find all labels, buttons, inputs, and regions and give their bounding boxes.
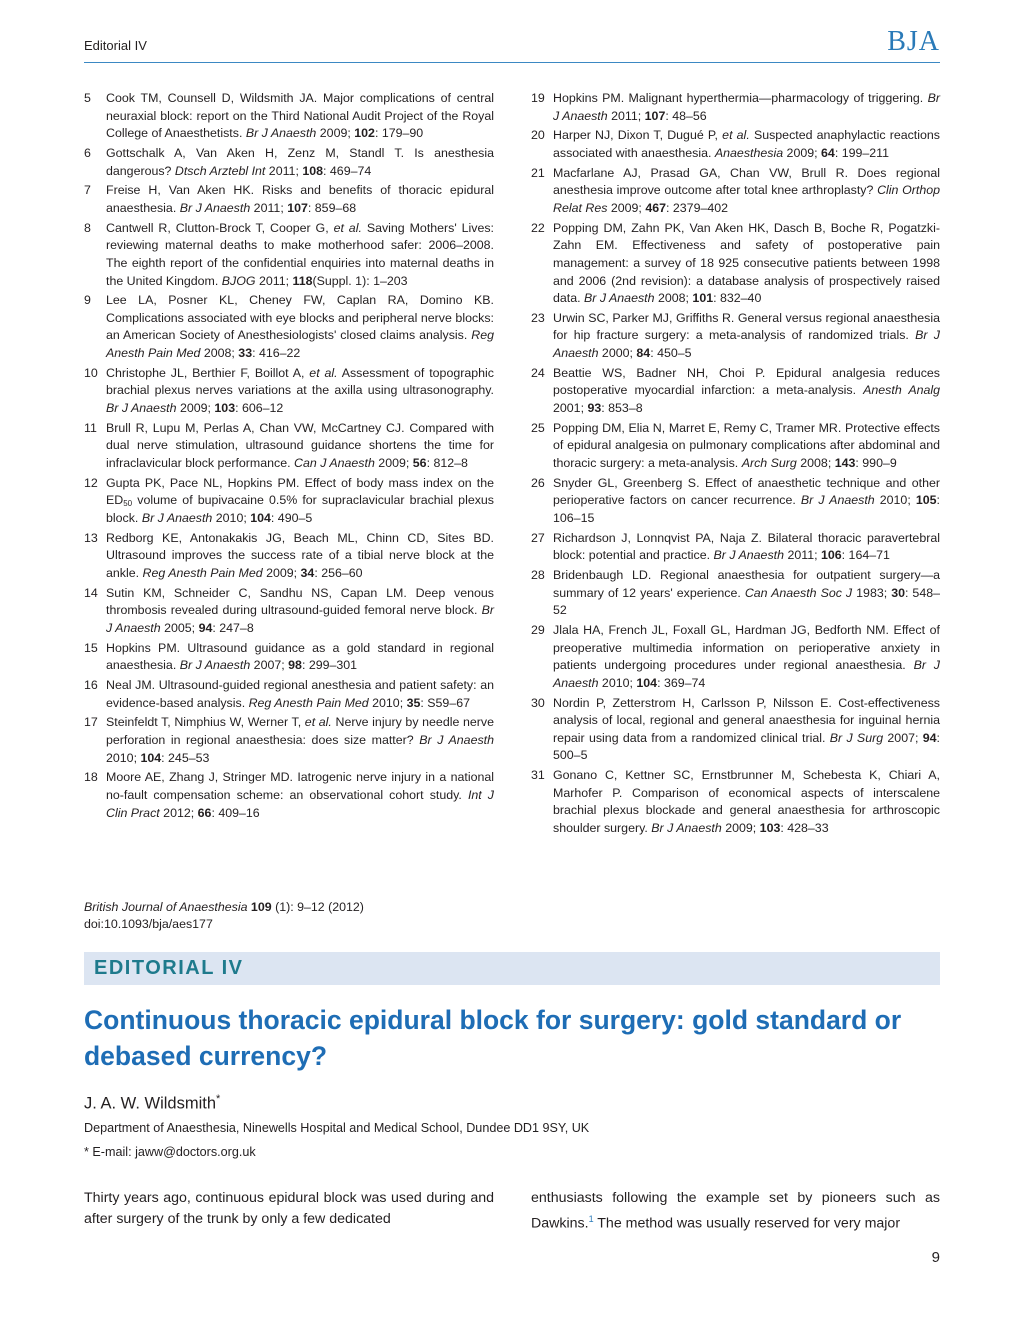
- reference-year: 2010;: [372, 695, 404, 710]
- reference-text: Snyder GL, Greenberg S. Effect of anaesthetic technique and other perioperative factors on cancer recurrence.: [553, 475, 940, 508]
- reference-authors: Cantwell R, Clutton-Brock T, Cooper G,: [106, 220, 329, 235]
- reference-year: 2000;: [601, 346, 633, 361]
- reference-volume: 98: [288, 658, 302, 673]
- reference-volume: 93: [587, 401, 602, 416]
- reference-title: Assessment of topographic brachial plexus nerves variations at the axilla using ultrasonography.: [106, 365, 494, 398]
- reference-text: Beattie WS, Badner NH, Choi P. Epidural analgesia reduces postoperative myocardial infarction: a meta-analysis.: [553, 365, 940, 398]
- reference-item: [531, 220, 940, 308]
- reference-journal: Br J Anaesth: [179, 658, 251, 673]
- reference-year: 2010;: [106, 750, 138, 765]
- reference-pages: : 490–5: [270, 510, 313, 525]
- reference-journal: Br J Anaesth: [179, 200, 251, 215]
- reference-text: Hopkins PM. Malignant hyperthermia—pharmacology of triggering.: [553, 91, 924, 105]
- reference-year: 2009;: [319, 126, 351, 141]
- reference-year: 2008;: [203, 346, 235, 361]
- reference-number: 20: [531, 128, 545, 143]
- citation-line: [84, 899, 364, 916]
- reference-item: [84, 292, 494, 362]
- reference-text: Macfarlane AJ, Prasad GA, Chan VW, Brull R. Does regional anesthesia improve outcome after total knee arthroplasty?: [553, 165, 940, 198]
- reference-pages: : 199–211: [834, 145, 890, 160]
- reference-volume: 35: [406, 695, 421, 710]
- reference-pages: : 179–90: [374, 126, 424, 141]
- reference-journal: Br J Anaesth: [245, 126, 317, 141]
- reference-list-left: [84, 90, 494, 824]
- reference-item: [84, 365, 494, 418]
- reference-number: 14: [84, 585, 98, 600]
- reference-number: 29: [531, 623, 545, 638]
- reference-year: 2009;: [610, 200, 642, 215]
- reference-volume: 118: [292, 273, 313, 288]
- reference-year: 2008;: [800, 456, 832, 470]
- reference-volume: 84: [636, 346, 651, 361]
- reference-text: Gottschalk A, Van Aken H, Zenz M, Standl T. Is anesthesia dangerous?: [106, 145, 494, 178]
- reference-volume: 107: [644, 108, 666, 123]
- reference-pages: : 812–8: [426, 456, 468, 470]
- reference-item: [531, 475, 940, 528]
- reference-item: [84, 145, 494, 180]
- reference-journal: Can J Anaesth: [294, 456, 375, 470]
- reference-item: [84, 182, 494, 217]
- reference-text: Urwin SC, Parker MJ, Griffiths R. General versus regional anaesthesia for hip fracture surgery: a meta-analysis of randomized trials.: [553, 310, 940, 343]
- reference-year: 2011;: [258, 273, 290, 288]
- reference-volume: 143: [834, 456, 856, 470]
- reference-number: 8: [84, 220, 91, 235]
- reference-text: Lee LA, Posner KL, Cheney FW, Caplan RA, Domino KB. Complications associated with eye blocks and peripheral nerve blocks: an American Society of Anesthesiologists' closed claims analysis.: [106, 293, 494, 343]
- citation-doi: doi:10.1093/bja/aes177: [84, 917, 213, 931]
- reference-year: 2011;: [253, 200, 284, 215]
- reference-volume: 102: [354, 126, 375, 141]
- reference-number: 16: [84, 678, 98, 693]
- reference-volume: 105: [915, 493, 937, 508]
- reference-year: 2011;: [787, 548, 818, 563]
- reference-item: [531, 165, 940, 218]
- reference-journal: Dtsch Arztebl Int: [174, 163, 266, 178]
- reference-year: 2009;: [378, 456, 410, 470]
- reference-journal: Arch Surg: [741, 456, 797, 470]
- reference-number: 18: [84, 770, 98, 785]
- reference-number: 26: [531, 475, 545, 490]
- reference-year: 2009;: [266, 565, 298, 580]
- reference-pages: : 369–74: [657, 675, 706, 690]
- reference-journal: BJOG: [221, 273, 256, 288]
- reference-pages: : S59–67: [420, 695, 470, 710]
- page-number: 9: [931, 1249, 940, 1266]
- body-text-left: Thirty years ago, continuous epidural block was used during and after surgery of the trunk by only a few dedicated: [84, 1190, 494, 1227]
- reference-title: Suspected anaphylactic reactions associated with anaesthesia.: [553, 128, 940, 160]
- reference-volume: 106: [820, 548, 842, 563]
- reference-journal: Br J Anaesth: [141, 510, 213, 525]
- reference-text: Moore AE, Zhang J, Stringer MD. Iatrogenic nerve injury in a national no-fault compensation scheme: an observational cohort study.: [106, 770, 494, 802]
- reference-journal: Can Anaesth Soc J: [744, 585, 853, 600]
- reference-volume: 56: [412, 456, 427, 470]
- reference-year: 2005;: [164, 620, 196, 635]
- running-header: Editorial IV: [84, 38, 147, 53]
- reference-text: Popping DM, Elia N, Marret E, Remy C, Tramer MR. Protective effects of epidural analgesia on pulmonary complications after abdominal and thoracic surgery: a meta-analysis.: [553, 420, 940, 470]
- reference-year: 2008;: [657, 291, 689, 306]
- reference-year: 2011;: [611, 108, 642, 123]
- reference-item: [531, 567, 940, 620]
- header-divider: [84, 62, 940, 63]
- reference-volume: 104: [140, 750, 162, 765]
- reference-text: Sutin KM, Schneider C, Sandhu NS, Capan LM. Deep venous thrombosis revealed during ultrasound-guided femoral nerve block.: [106, 585, 494, 618]
- reference-et-al: et al.: [333, 220, 362, 235]
- reference-number: 17: [84, 715, 98, 730]
- reference-item: [84, 585, 494, 638]
- reference-year: 2012;: [163, 805, 195, 820]
- reference-journal: Br J Anaesth: [553, 91, 940, 123]
- reference-item: [531, 420, 940, 473]
- reference-pages: : 428–33: [780, 821, 829, 835]
- reference-text: Bridenbaugh LD. Regional anaesthesia for outpatient surgery—a summary of 12 years' experience.: [553, 568, 940, 600]
- reference-item: [531, 90, 940, 125]
- reference-number: 31: [531, 768, 545, 783]
- reference-number: 27: [531, 530, 545, 545]
- reference-journal: Anesth Analg: [863, 383, 941, 398]
- reference-journal: Br J Anaesth: [651, 821, 722, 835]
- reference-year: 2010;: [215, 510, 247, 525]
- reference-et-al: et al.: [722, 128, 750, 143]
- reference-item: [84, 640, 494, 675]
- reference-number: 19: [531, 91, 545, 105]
- reference-journal: Br J Anaesth: [584, 291, 655, 306]
- reference-number: 25: [531, 420, 545, 435]
- reference-volume: 64: [821, 145, 835, 160]
- reference-pages: : 832–40: [713, 291, 762, 306]
- reference-pages: : 469–74: [323, 163, 372, 178]
- reference-number: 13: [84, 530, 98, 545]
- reference-pages: : 247–8: [212, 620, 254, 635]
- reference-year: 2010;: [879, 493, 911, 508]
- reference-subscript: 50: [123, 499, 133, 509]
- reference-item: [84, 220, 494, 290]
- reference-pages: (Suppl. 1): 1–203: [312, 273, 408, 288]
- reference-volume: 94: [922, 730, 937, 745]
- reference-et-al: et al.: [304, 715, 332, 730]
- reference-text: Popping DM, Zahn PK, Van Aken HK, Dasch B, Boche R, Pogatzki-Zahn EM. Effectiveness and safety of postoperative pain management: a survey of 18 925 consecutive patients between 1998 and 2006 (2nd revision): a database analysis of prospectively raised data.: [553, 220, 940, 306]
- reference-volume: 33: [238, 346, 253, 361]
- reference-pages: : 990–9: [855, 456, 897, 470]
- reference-volume: 34: [300, 565, 315, 580]
- reference-volume: 467: [645, 200, 667, 215]
- reference-journal: Reg Anesth Pain Med: [106, 328, 494, 361]
- reference-number: 28: [531, 568, 545, 583]
- reference-volume: 104: [636, 675, 658, 690]
- reference-journal: Br J Anaesth: [553, 658, 940, 690]
- reference-journal: Br J Anaesth: [553, 328, 940, 361]
- reference-item: [84, 677, 494, 712]
- reference-text: Neal JM. Ultrasound-guided regional anesthesia and patient safety: an evidence-based analysis.: [106, 678, 494, 710]
- reference-year: 2007;: [887, 730, 919, 745]
- reference-pages: : 500–5: [553, 730, 940, 763]
- reference-text: Freise H, Van Aken HK. Risks and benefits of thoracic epidural anaesthesia.: [106, 183, 494, 215]
- reference-pages: : 853–8: [601, 401, 643, 416]
- reference-item: [531, 530, 940, 565]
- reference-volume: 94: [198, 620, 213, 635]
- reference-pages: : 256–60: [314, 565, 363, 580]
- reference-volume: 103: [214, 401, 236, 416]
- reference-number: 22: [531, 220, 545, 235]
- reference-journal: Int J Clin Pract: [106, 788, 494, 820]
- reference-item: [531, 695, 940, 765]
- reference-authors: Christophe JL, Berthier F, Boillot A,: [106, 365, 305, 380]
- reference-journal: Br J Surg: [829, 730, 884, 745]
- citation-issue: (1): 9–12 (2012): [275, 900, 364, 914]
- body-text-right-b: The method was usually reserved for very major: [593, 1215, 901, 1232]
- reference-pages: : 2379–402: [666, 200, 729, 215]
- reference-year: 1983;: [856, 585, 888, 600]
- reference-text: Nordin P, Zetterstrom H, Carlsson P, Nilsson E. Cost-effectiveness analysis of local, regional and general anaesthesia for inguinal hernia repair using data from a randomized clinical trial.: [553, 695, 940, 745]
- reference-item: [531, 622, 940, 692]
- reference-number: 6: [84, 145, 91, 160]
- reference-year: 2011;: [268, 163, 299, 178]
- author-mark: *: [216, 1093, 221, 1105]
- reference-pages: : 548–52: [553, 585, 940, 618]
- reference-number: 11: [84, 420, 97, 435]
- reference-title: Nerve injury by needle nerve perforation in regional anaesthesia: does size matter?: [106, 715, 494, 748]
- reference-volume: 103: [759, 821, 781, 835]
- reference-journal: Br J Anaesth: [106, 603, 494, 635]
- reference-pages: : 606–12: [235, 401, 284, 416]
- reference-item: [84, 530, 494, 583]
- reference-authors: Harper NJ, Dixon T, Dugué P,: [553, 128, 718, 143]
- article-title: Continuous thoracic epidural block for surgery: gold standard or debased currency?: [84, 1005, 902, 1071]
- author-line: [84, 1093, 220, 1114]
- reference-journal: Br J Anaesth: [713, 548, 784, 563]
- reference-journal: Br J Anaesth: [800, 493, 875, 508]
- reference-journal: Clin Orthop Relat Res: [553, 183, 941, 215]
- reference-volume: 66: [197, 805, 212, 820]
- reference-number: 15: [84, 640, 98, 655]
- correspondence-email: * E-mail: jaww@doctors.org.uk: [84, 1145, 256, 1159]
- body-text-right-a: enthusiasts following the example set by pioneers such as Dawkins.: [531, 1190, 940, 1232]
- reference-pages: : 409–16: [211, 805, 260, 820]
- reference-pages: : 299–301: [301, 658, 358, 673]
- reference-volume: 104: [250, 510, 271, 525]
- reference-item: [84, 475, 494, 528]
- reference-title: Saving Mothers' Lives: reviewing maternal deaths to make motherhood safer: 2006–2008. The eighth report of the confidential enquiries into maternal deaths in the United Kingdom.: [106, 220, 495, 288]
- reference-text: Hopkins PM. Ultrasound guidance as a gold standard in regional anaesthesia.: [106, 640, 494, 673]
- reference-journal: Br J Anaesth: [106, 401, 177, 416]
- affiliation: Department of Anaesthesia, Ninewells Hospital and Medical School, Dundee DD1 9SY, UK: [84, 1121, 590, 1135]
- reference-year: 2010;: [601, 675, 633, 690]
- reference-number: 10: [84, 365, 98, 380]
- reference-journal: Reg Anesth Pain Med: [142, 565, 263, 580]
- reference-volume: 101: [692, 291, 714, 306]
- reference-pages: : 859–68: [307, 200, 357, 215]
- author-name: J. A. W. Wildsmith: [84, 1094, 217, 1113]
- reference-pages: : 106–15: [553, 493, 940, 525]
- body-text-right: [531, 1188, 940, 1235]
- reference-year: 2009;: [725, 821, 757, 835]
- reference-pages: : 164–71: [841, 548, 890, 563]
- reference-item: [531, 127, 940, 162]
- reference-number: 7: [84, 183, 91, 198]
- reference-year: 2009;: [179, 401, 211, 416]
- citation-journal: British Journal of Anaesthesia: [84, 900, 248, 914]
- reference-item: [84, 769, 494, 822]
- reference-year: 2001;: [553, 401, 585, 416]
- reference-pages: : 48–56: [665, 108, 707, 123]
- reference-item: [84, 90, 494, 143]
- reference-text: Brull R, Lupu M, Perlas A, Chan VW, McCartney CJ. Compared with dual nerve stimulation, ultrasound guidance shortens the time for infraclavicular block performance.: [106, 420, 494, 470]
- reference-pages: : 416–22: [252, 346, 301, 361]
- reference-journal: Reg Anesth Pain Med: [248, 695, 369, 710]
- section-band: [84, 952, 940, 985]
- reference-text: Cook TM, Counsell D, Wildsmith JA. Major complications of central neuraxial block: report on the Third National Audit Project of the Royal College of Anaesthetists.: [106, 91, 494, 141]
- reference-number: 30: [531, 695, 545, 710]
- reference-year: 2009;: [786, 145, 818, 160]
- reference-number: 21: [531, 165, 545, 180]
- citation-block: [84, 899, 364, 933]
- reference-text: Redborg KE, Antonakakis JG, Beach ML, Chinn CD, Sites BD. Ultrasound improves the success rate of a tibial nerve block at the ankle.: [106, 530, 494, 580]
- reference-pages: : 245–53: [161, 750, 210, 765]
- reference-volume: 30: [891, 585, 905, 600]
- reference-item: [531, 310, 940, 363]
- reference-authors: Steinfeldt T, Nimphius W, Werner T,: [106, 715, 302, 730]
- citation-volume: 109: [250, 900, 272, 914]
- reference-number: 9: [84, 293, 91, 308]
- reference-volume: 107: [287, 200, 308, 215]
- reference-number: 5: [84, 91, 91, 105]
- reference-volume: 108: [302, 163, 324, 178]
- reference-number: 12: [84, 475, 98, 490]
- section-label: EDITORIAL IV: [94, 957, 244, 979]
- reference-text: Gonano C, Kettner SC, Ernstbrunner M, Schebesta K, Chiari A, Marhofer P. Comparison of economical aspects of interscalene brachial plexus blockade and general anaesthesia for arthroscopic shoulder surgery.: [553, 768, 940, 835]
- reference-pages: : 450–5: [650, 346, 692, 361]
- reference-text: Jlala HA, French JL, Foxall GL, Hardman JG, Bedforth NM. Effect of preoperative multimedia information on perioperative anxiety in patients undergoing procedures under regional anaesthesia.: [553, 623, 940, 673]
- reference-item: [531, 365, 940, 418]
- reference-text: volume of bupivacaine 0.5% for supraclavicular brachial plexus block.: [106, 493, 494, 525]
- reference-number: 24: [531, 365, 545, 380]
- reference-item: [84, 420, 494, 473]
- reference-item: [531, 767, 940, 837]
- reference-text: Richardson J, Lonnqvist PA, Naja Z. Bilateral thoracic paravertebral block: potential and practice.: [553, 530, 940, 563]
- journal-logo: BJA: [887, 26, 940, 57]
- reference-year: 2007;: [253, 658, 285, 673]
- reference-journal: Anaesthesia: [714, 145, 784, 160]
- reference-et-al: et al.: [309, 365, 338, 380]
- reference-item: [84, 714, 494, 767]
- reference-list-right: [531, 90, 940, 840]
- reference-link[interactable]: 1: [588, 1214, 594, 1224]
- reference-number: 23: [531, 310, 545, 325]
- reference-journal: Br J Anaesth: [419, 733, 494, 748]
- reference-text: Gupta PK, Pace NL, Hopkins PM. Effect of body mass index on the ED: [106, 475, 494, 508]
